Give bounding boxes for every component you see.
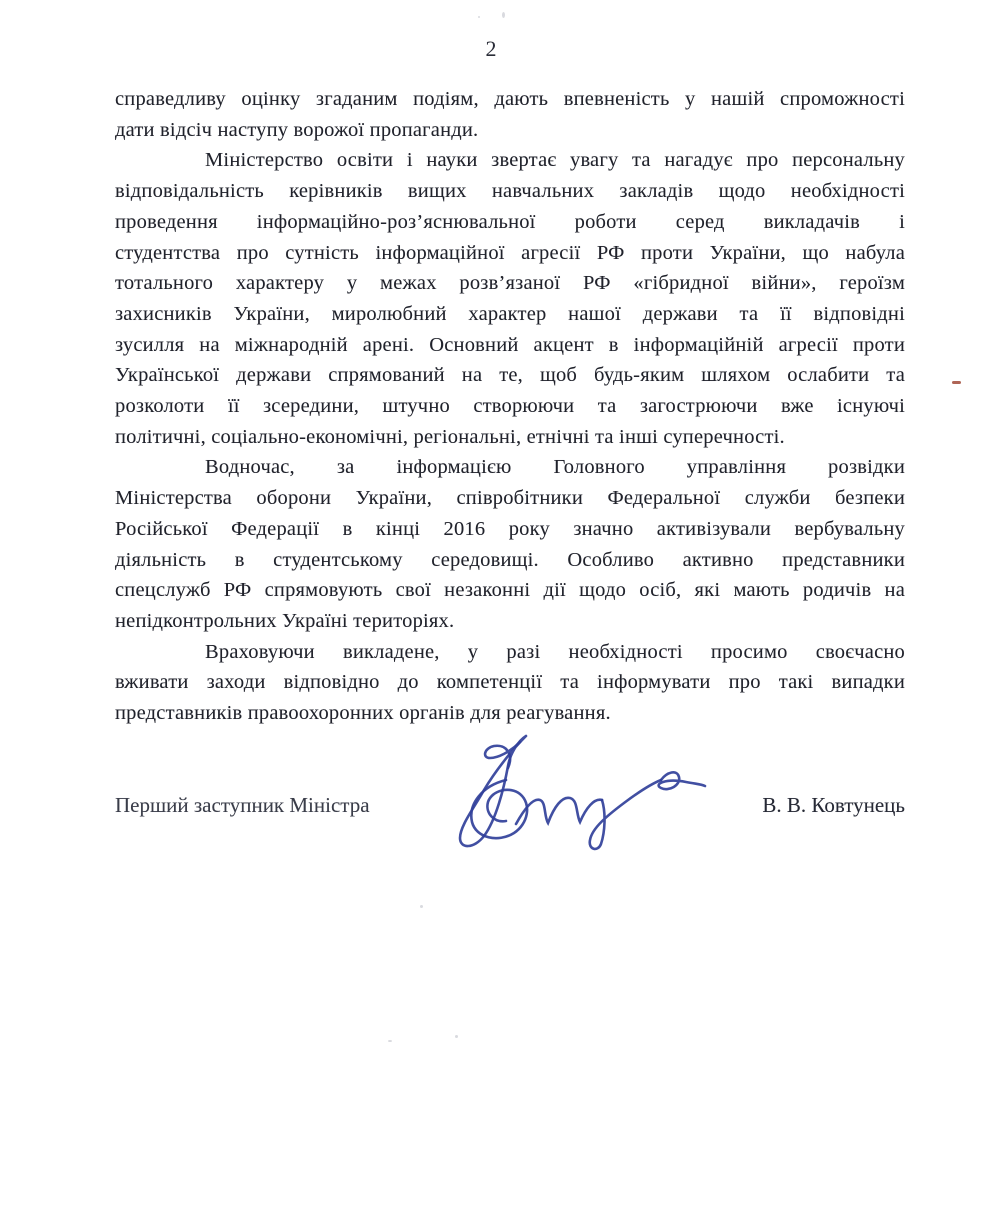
text-line: непідконтрольних Україні територіях. [115, 609, 455, 632]
signatory-name: В. В. Ковтунець [762, 793, 905, 817]
page-number: 2 [485, 36, 497, 61]
text-line: дати відсіч наступу ворожої пропаганди. [115, 118, 479, 141]
text-line: Водночас, за інформацією Головного управління розвідки [205, 456, 905, 479]
text-line: захисників України, миролюбний характер нашої держави та її відповідні [115, 302, 905, 325]
text-line: тотального характеру у межах розв’язаної РФ «гібридної війни», героїзм [115, 272, 905, 295]
document-body [115, 84, 905, 729]
paragraph [115, 452, 905, 636]
handwritten-signature-icon [398, 728, 710, 856]
scan-speck [420, 905, 423, 908]
text-line: Враховуючи викладене, у разі необхідності просимо своєчасно [205, 640, 905, 663]
scan-artifact-dash [952, 381, 961, 384]
text-line: представників правоохоронних органів для реагування. [115, 702, 611, 725]
text-line: зусилля на міжнародній арені. Основний акцент в інформаційній агресії проти [115, 333, 905, 356]
scan-speck [478, 16, 480, 18]
text-line: спецслужб РФ спрямовують свої незаконні дії щодо осіб, які мають родичів на [115, 579, 905, 602]
scan-speck [388, 1040, 392, 1042]
text-line: вживати заходи відповідно до компетенції та інформувати про такі випадки [115, 671, 905, 694]
text-line: політичні, соціально-економічні, регіональні, етнічні та інші суперечності. [115, 425, 785, 448]
scan-speck [502, 12, 505, 18]
text-line: відповідальність керівників вищих навчальних закладів щодо необхідності [115, 180, 905, 203]
text-line: справедливу оцінку згаданим подіям, дають впевненість у нашій спроможності [115, 88, 905, 110]
text-line: Міністерства оборони України, співробітники Федеральної служби безпеки [115, 487, 905, 510]
text-line: Міністерство освіти і науки звертає увагу та нагадує про персональну [205, 149, 905, 172]
scan-speck [455, 1035, 458, 1038]
text-line: Української держави спрямований на те, щоб будь-яким шляхом ослабити та [115, 364, 905, 387]
text-line: студентства про сутність інформаційної агресії РФ проти України, що набула [115, 241, 905, 264]
text-line: розколоти її зсередини, штучно створюючи та загострюючи вже існуючі [115, 395, 905, 418]
paragraph [115, 84, 905, 145]
paragraph [115, 637, 905, 729]
paragraph [115, 145, 905, 452]
signatory-title: Перший заступник Міністра [115, 793, 370, 817]
text-line: Російської Федерації в кінці 2016 року значно активізували вербувальну [115, 517, 905, 540]
text-line: проведення інформаційно-роз’яснювальної роботи серед викладачів і [115, 210, 905, 233]
text-line: діяльність в студентському середовищі. Особливо активно представники [115, 548, 905, 571]
